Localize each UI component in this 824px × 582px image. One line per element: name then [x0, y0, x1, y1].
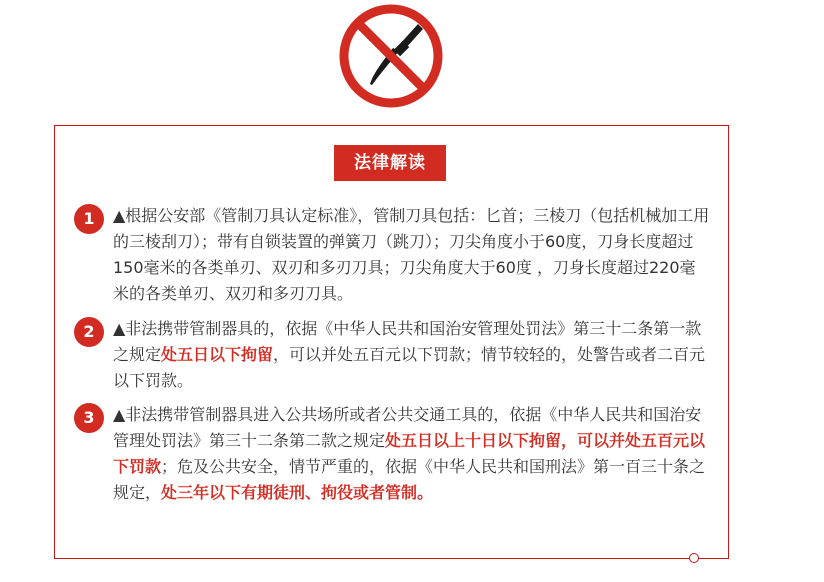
panel-corner-dot	[689, 553, 699, 563]
clause-text	[113, 203, 710, 307]
no-knife-sign-icon	[337, 2, 445, 110]
penalty-highlight: 处五日以上十日以下拘留，可以并处五百元以下罚款	[113, 431, 706, 476]
clause-number-badge: 1	[74, 204, 104, 234]
section-title: 法律解读	[334, 145, 446, 181]
clause-text	[113, 316, 710, 394]
clause-body: ，可以并处五百元以下罚款；情节较轻的，处警告或者二百元以下罚款。	[113, 345, 706, 390]
clause-body: ▲非法携带管制器具的，依据《中华人民共和国治安管理处罚法》第三十二条第一款之规定	[113, 319, 702, 364]
clause-body: ▲根据公安部《管制刀具认定标准》，管制刀具包括：匕首；三棱刀（包括机械加工用的三棱刮刀）；带有自锁装置的弹簧刀（跳刀）；刀尖角度小于60度，刀身长度超过150毫米的各类单刃、双刃和多刃刀具；刀尖角度大于60度 ，刀身长度超过220毫米的各类单刃、双刃和多刃刀具。	[113, 206, 710, 303]
clause-body: ；危及公共安全，情节严重的，依据《中华人民共和国刑法》第一百三十条之规定，	[113, 457, 706, 502]
clause-number-badge: 3	[74, 403, 104, 433]
clause-number-badge: 2	[74, 317, 104, 347]
penalty-highlight: 处三年以下有期徒刑、拘役或者管制。	[161, 483, 434, 502]
penalty-highlight: 处五日以下拘留	[161, 345, 274, 364]
clause-body: ▲非法携带管制器具进入公共场所或者公共交通工具的，依据《中华人民共和国治安管理处罚法》第三十二条第二款之规定	[113, 405, 702, 450]
clause-text	[113, 402, 710, 506]
